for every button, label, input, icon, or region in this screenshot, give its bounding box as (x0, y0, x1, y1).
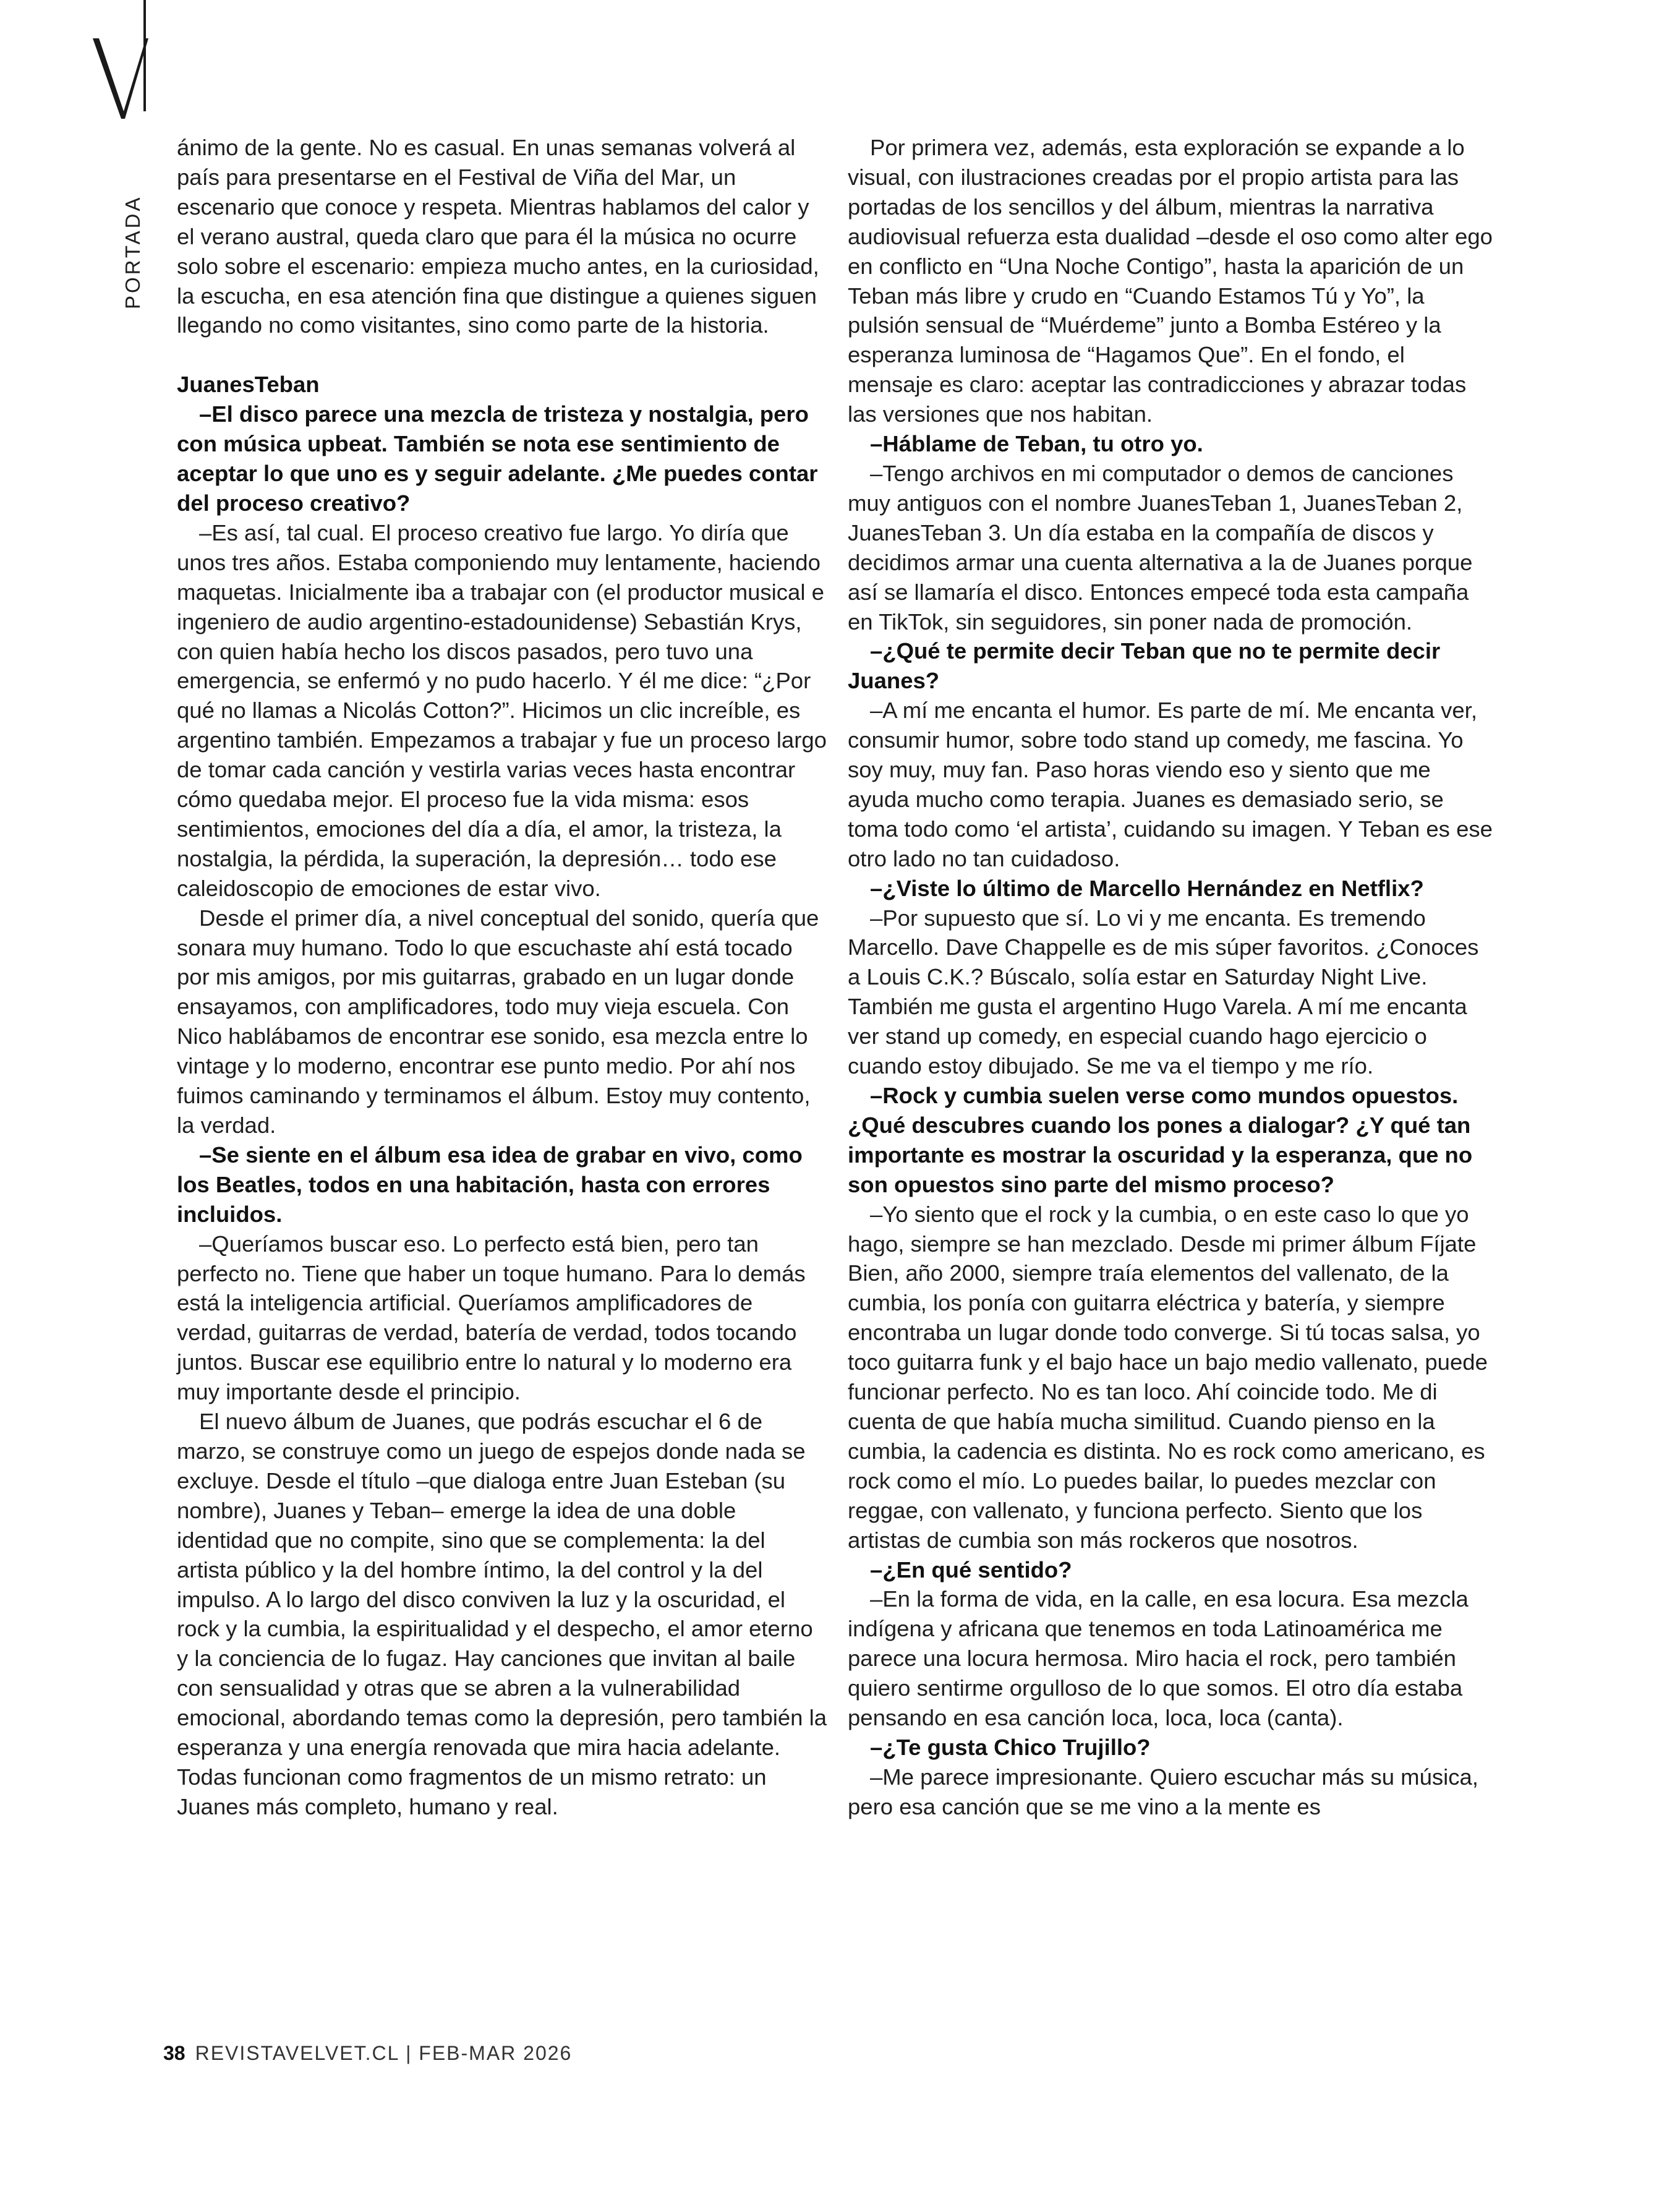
subsection-heading: JuanesTeban (177, 372, 320, 398)
velvet-logo-mark (93, 38, 148, 122)
interview-answer: –En la forma de vida, en la calle, en esa locura. Esa mezcla indígena y africana que tenemos en toda Latinoamérica me parece una locura hermosa. Miro hacia el rock, pero también quiero sentirme orgulloso de lo que somos. El otro día estaba pensando en esa canción loca, loca, loca (canta). (848, 1586, 1469, 1731)
interview-question: –Háblame de Teban, tu otro yo. (870, 431, 1203, 457)
body-paragraph: El nuevo álbum de Juanes, que podrás escuchar el 6 de marzo, se construye como un juego de espejos donde nada se excluye. Desde el título –que dialoga entre Juan Esteban (su nombre), Juanes y Teban– emerge la idea de una doble identidad que no compite, sino que se complementa: la del artista público y la del hombre íntimo, la del control y la del impulso. A lo largo del disco conviven la luz y la oscuridad, el rock y la cumbia, la espiritualidad y el despecho, el amor eterno y la conciencia de lo fugaz. Hay canciones que invitan al baile con sensualidad y otras que se abren a la vulnerabilidad emocional, abordando temas como la depresión, pero también la esperanza y una energía renovada que mira hacia adelante. Todas funcionan como fragmentos de un mismo retrato: un Juanes más completo, humano y real. (177, 1409, 827, 1819)
interview-question: –Rock y cumbia suelen verse como mundos opuestos. ¿Qué descubres cuando los pones a dialogar? ¿Y qué tan importante es mostrar la oscuridad y la esperanza, que no son opuestos sino parte del mismo proceso? (848, 1083, 1473, 1197)
interview-question: –¿Qué te permite decir Teban que no te permite decir Juanes? (848, 638, 1441, 694)
publication-info: REVISTAVELVET.CL | FEB-MAR 2026 (195, 2042, 573, 2064)
interview-question: –¿Viste lo último de Marcello Hernández en Netflix? (870, 875, 1424, 901)
section-spacer (177, 340, 830, 370)
interview-answer: –Es así, tal cual. El proceso creativo fue largo. Yo diría que unos tres años. Estaba componiendo muy lentamente, haciendo maquetas. Inicialmente iba a trabajar con (el productor musical e ingeniero de audio argentino-estadounidense) Sebastián Krys, con quien había hecho los discos pasados, pero tuvo una emergencia, se enfermó y no pudo hacerlo. Y él me dice: “¿Por qué no llamas a Nicolás Cotton?”. Hicimos un clic increíble, es argentino también. Empezamos a trabajar y fue un proceso largo de tomar cada canción y vestirla varias veces hasta encontrar cómo quedaba mejor. El proceso fue la vida misma: esos sentimientos, emociones del día a día, el amor, la tristeza, la nostalgia, la pérdida, la superación, la depresión… todo ese caleidoscopio de emociones de estar vivo. (177, 519, 827, 901)
body-paragraph: Por primera vez, además, esta exploración se expande a lo visual, con ilustraciones creadas por el propio artista para las portadas de los sencillos y del álbum, mientras la narrativa audiovisual refuerza esta dualidad –desde el oso como alter ego en conflicto en “Una Noche Contigo”, hasta la aparición de un Teban más libre y crudo en “Cuando Estamos Tú y Yo”, la pulsión sensual de “Muérdeme” junto a Bomba Estéreo y la esperanza luminosa de “Hagamos Que”. En el fondo, el mensaje es claro: aceptar las contradicciones y abrazar todas las versiones que nos habitan. (848, 135, 1493, 427)
interview-answer: –A mí me encanta el humor. Es parte de mí. Me encanta ver, consumir humor, sobre todo stand up comedy, me fascina. Yo soy muy, muy fan. Paso horas viendo eso y siento que me ayuda mucho como terapia. Juanes es demasiado serio, se toma todo como ‘el artista’, cuidando su imagen. Y Teban es ese otro lado no tan cuidadoso. (848, 698, 1493, 871)
interview-question: –¿En qué sentido? (870, 1557, 1072, 1582)
interview-question: –¿Te gusta Chico Trujillo? (870, 1734, 1151, 1760)
interview-answer: –Queríamos buscar eso. Lo perfecto está bien, pero tan perfecto no. Tiene que haber un toque humano. Para lo demás está la inteligencia artificial. Queríamos amplificadores de verdad, guitarras de verdad, batería de verdad, todos tocando juntos. Buscar ese equilibrio entre lo natural y lo moderno era muy importante desde el principio. (177, 1231, 806, 1405)
interview-question: –El disco parece una mezcla de tristeza y nostalgia, pero con música upbeat. También se nota ese sentimiento de aceptar lo que uno es y seguir adelante. ¿Me puedes contar del proceso creativo? (177, 401, 818, 516)
article-column-left (177, 133, 830, 1822)
page-footer (163, 2042, 572, 2065)
interview-question: –Se siente en el álbum esa idea de grabar en vivo, como los Beatles, todos en una habitación, hasta con errores incluidos. (177, 1142, 803, 1227)
interview-answer: –Por supuesto que sí. Lo vi y me encanta. Es tremendo Marcello. Dave Chappelle es de mis súper favoritos. ¿Conoces a Louis C.K.? Búscalo, solía estar en Saturday Night Live. También me gusta el argentino Hugo Varela. A mí me encanta ver stand up comedy, en especial cuando hago ejercicio o cuando estoy dibujado. Se me va el tiempo y me río. (848, 905, 1479, 1079)
intro-paragraph: ánimo de la gente. No es casual. En unas semanas volverá al país para presentarse en el Festival de Viña del Mar, un escenario que conoce y respeta. Mientras hablamos del calor y el verano austral, queda claro que para él la música no ocurre solo sobre el escenario: empieza mucho antes, en la curiosidad, la escucha, en esa atención fina que distingue a quienes siguen llegando no como visitantes, sino como parte de la historia. (177, 135, 819, 338)
body-paragraph: Desde el primer día, a nivel conceptual del sonido, quería que sonara muy humano. Todo lo que escuchaste ahí está tocado por mis amigos, por mis guitarras, grabado en un lugar donde ensayamos, con amplificadores, todo muy vieja escuela. Con Nico hablábamos de encontrar ese sonido, esa mezcla entre lo vintage y lo moderno, encontrar ese punto medio. Por ahí nos fuimos caminando y terminamos el álbum. Estoy muy contento, la verdad. (177, 905, 819, 1138)
page-number: 38 (163, 2042, 185, 2064)
interview-answer: –Tengo archivos en mi computador o demos de canciones muy antiguos con el nombre JuanesTeban 1, JuanesTeban 2, JuanesTeban 3. Un día estaba en la compañía de discos y decidimos armar una cuenta alternativa a la de Juanes porque así se llamaría el disco. Entonces empecé toda esta campaña en TikTok, sin seguidores, sin poner nada de promoción. (848, 460, 1473, 634)
interview-answer: –Yo siento que el rock y la cumbia, o en este caso lo que yo hago, siempre se han mezclado. Desde mi primer álbum Fíjate Bien, año 2000, siempre traía elementos del vallenato, de la cumbia, los ponía con guitarra eléctrica y batería, y siempre encontraba un lugar donde todo converge. Si tú tocas salsa, yo toco guitarra funk y el bajo hace un bajo medio vallenato, puede funcionar perfecto. No es tan loco. Ahí coincide todo. Me di cuenta de que había mucha similitud. Cuando pienso en la cumbia, la cadencia es distinta. No es rock como americano, es rock como el mío. Lo puedes bailar, lo puedes mezclar con reggae, con vallenato, y funciona perfecto. Siento que los artistas de cumbia son más rockeros que nosotros. (848, 1201, 1488, 1553)
section-label-vertical (116, 186, 153, 328)
section-label-text: PORTADA (121, 195, 144, 309)
interview-answer: –Me parece impresionante. Quiero escuchar más su música, pero esa canción que se me vino a la mente es (848, 1764, 1478, 1819)
article-column-right (848, 133, 1494, 1822)
